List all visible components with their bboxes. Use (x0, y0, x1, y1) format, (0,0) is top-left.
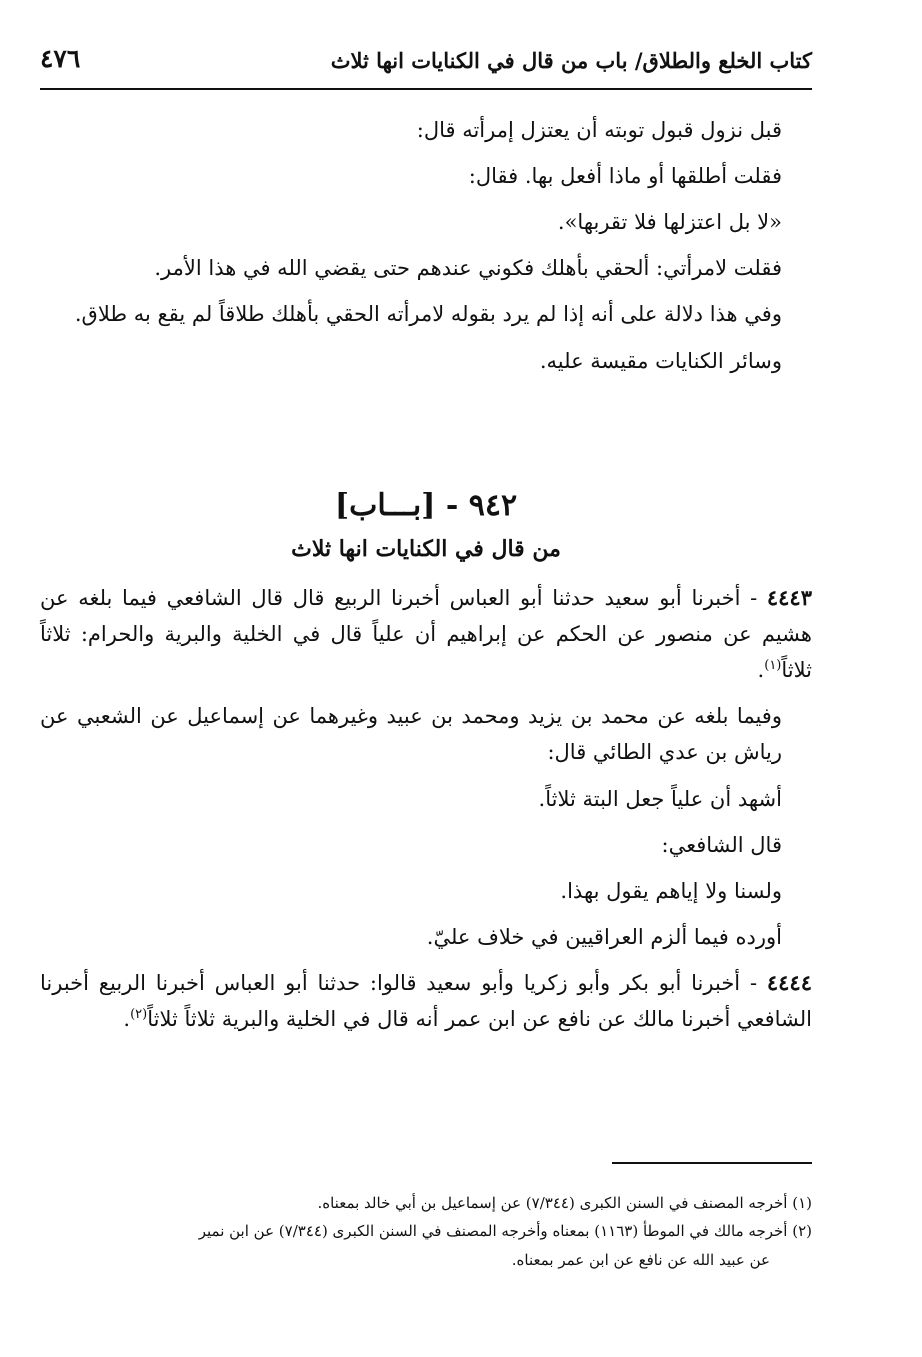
chapter-heading: ٩٤٢ - [بـــاب] (334, 488, 518, 523)
footnote-1: (١) أخرجه المصنف في السنن الكبرى (٧/٣٤٤) عن إسماعيل بن أبي خالد بمعناه. (317, 1194, 812, 1212)
punctuation: . (757, 658, 765, 683)
footnote-2: (٢) أخرجه مالك في الموطأ (١١٦٣) بمعناه وأخرجه المصنف في السنن الكبرى (٧/٣٤٤) عن ابن نمير (198, 1222, 812, 1241)
paragraph: أشهد أن علياً جعل البتة ثلاثاً. (538, 786, 782, 811)
paragraph: قبل نزول قبول توبته أن يعتزل إمرأته قال: (416, 118, 782, 142)
paragraph: أورده فيما ألزم العراقيين في خلاف عليّ. (426, 924, 782, 949)
paragraph: وفيما بلغه عن محمد بن يزيد ومحمد بن عبيد وغيرهما عن إسماعيل عن الشعبي عن رياش بن عدي الطائي قال: (40, 704, 782, 765)
hadith-text: - أخبرنا أبو بكر وأبو زكريا وأبو سعيد قالوا: حدثنا أبو العباس أخبرنا الربيع أخبرنا الشافعي أخبرنا مالك عن نافع عن ابن عمر أنه قال في الخلية والبرية ثلاثاً ثلاثاً (40, 970, 812, 1032)
paragraph: فقلت لامرأتي: ألحقي بأهلك فكوني عندهم حتى يقضي الله في هذا الأمر. (154, 256, 782, 281)
paragraph: وسائر الكنايات مقيسة عليه. (539, 348, 782, 373)
footnote-divider (612, 1162, 812, 1164)
intro-text (40, 112, 812, 389)
chapter-subheading: من قال في الكنايات انها ثلاث (291, 536, 561, 562)
hadith-paragraph (40, 965, 812, 1037)
hadith-section (40, 580, 812, 1047)
hadith-text: - أخبرنا أبو سعيد حدثنا أبو العباس أخبرنا الربيع قال قال الشافعي فيما بلغه عن هشيم عن منصور عن الحكم عن إبراهيم أن علياً قال في الخلية والبرية والحرام: ثلاثاً ثلاثاً (40, 586, 812, 683)
hadith-number: ٤٤٤٣ (766, 585, 812, 610)
paragraph: فقلت أطلقها أو ماذا أفعل بها. فقال: (468, 164, 782, 189)
hadith-number: ٤٤٤٤ (766, 969, 812, 995)
paragraph: قال الشافعي: (661, 832, 782, 857)
footnote-2-continuation: عن عبيد الله عن نافع عن ابن عمر بمعناه. (511, 1250, 770, 1269)
punctuation: . (123, 1007, 131, 1032)
running-title: كتاب الخلع والطلاق/ باب من قال في الكنايات انها ثلاث (330, 48, 812, 73)
paragraph: وفي هذا دلالة على أنه إذا لم يرد بقوله لامرأته الحقي بأهلك طلاقاً لم يقع به طلاق. (74, 302, 782, 327)
footnote-marker[interactable]: (٢) (130, 1007, 148, 1023)
paragraph: ولسنا ولا إياهم يقول بهذا. (560, 878, 782, 903)
footnote-marker[interactable]: (١) (764, 658, 782, 674)
quote-paragraph: «لا بل اعتزلها فلا تقربها». (557, 210, 782, 235)
page-header (40, 40, 812, 90)
hadith-paragraph (40, 580, 812, 688)
page-number: ٤٧٦ (40, 44, 81, 73)
footnotes (40, 1190, 812, 1275)
